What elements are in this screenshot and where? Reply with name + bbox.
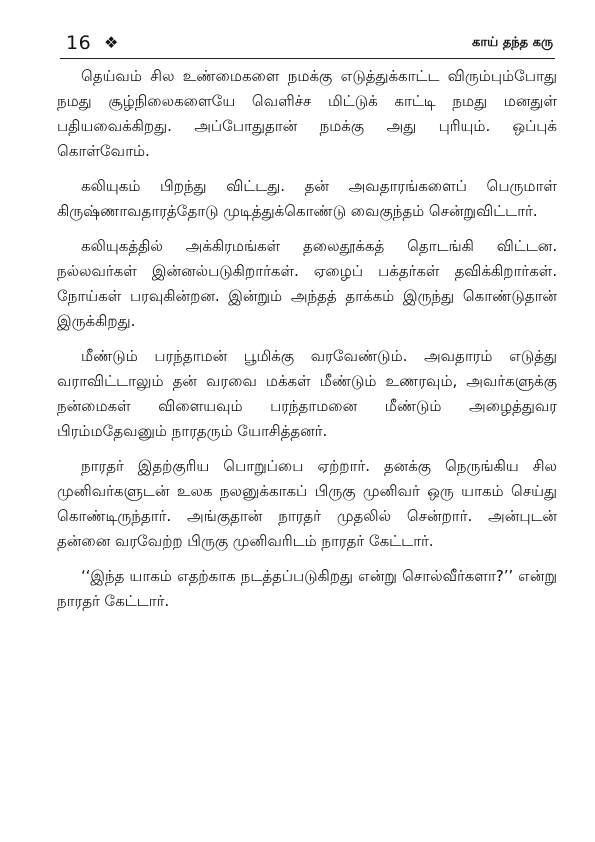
paragraph-5: நாரதர் இதற்குரிய பொறுப்பை ஏற்றார். தனக்கு நெருங்கிய சில முனிவர்களுடன் உலக நலனுக்காகப் பிருகு முனிவர் ஒரு யாகம் செய்து கொண்டிருந்தார். அங்குதான் நாரதர் முதலில் சென்றார். அன்புடன் தன்னை வரவேற்ற பிருகு முனிவரிடம் நாரதர் கேட்டார்.: [57, 457, 557, 550]
ornament-icon: ❖: [104, 33, 119, 52]
page-number: 16: [66, 32, 92, 54]
page-header: [60, 30, 555, 59]
paragraph-3: கலியுகத்தில் அக்கிரமங்கள் தலைதூக்கத் தொடங்கி விட்டன. நல்லவர்கள் இன்னல்படுகிறார்கள். ஏழைப் பக்தர்கள் தவிக்கிறார்கள். நோய்கள் பரவுகின்றன. இன்றும் அந்தத் தாக்கம் இருந்து கொண்டுதான் இருக்கிறது.: [57, 237, 557, 330]
paragraph-4: மீண்டும் பரந்தாமன் பூமிக்கு வரவேண்டும். அவதாரம் எடுத்து வராவிட்டாலும் தன் வரவை மக்கள் மீண்டும் உணரவும், அவர்களுக்கு நன்மைகள் விளையவும் பரந்தாமனை மீண்டும் அழைத்துவர பிரம்மதேவனும் நாரதரும் யோசித்தனர்.: [57, 347, 557, 440]
paragraph-1: தெய்வம் சில உண்மைகளை நமக்கு எடுத்துக்காட்ட விரும்பும்போது நமது சூழ்நிலைகளையே வெளிச்ச மிட்டுக் காட்டி நமது மனதுள் பதியவைக்கிறது. அப்போதுதான் நமக்கு அது புரியும். ஒப்புக் கொள்வோம்.: [57, 67, 557, 160]
body-text: [57, 64, 557, 624]
running-title: காய் தந்த கரு: [472, 35, 553, 50]
paragraph-6: ‘‘இந்த யாகம் எதற்காக நடத்தப்படுகிறது என்று சொல்வீர்களா?’’ என்று நாரதர் கேட்டார்.: [57, 567, 557, 610]
paragraph-2: கலியுகம் பிறந்து விட்டது. தன் அவதாரங்களைப் பெருமாள் கிருஷ்ணாவதாரத்தோடு முடித்துக்கொண்டு வைகுந்தம் சென்றுவிட்டார்.: [57, 177, 557, 220]
